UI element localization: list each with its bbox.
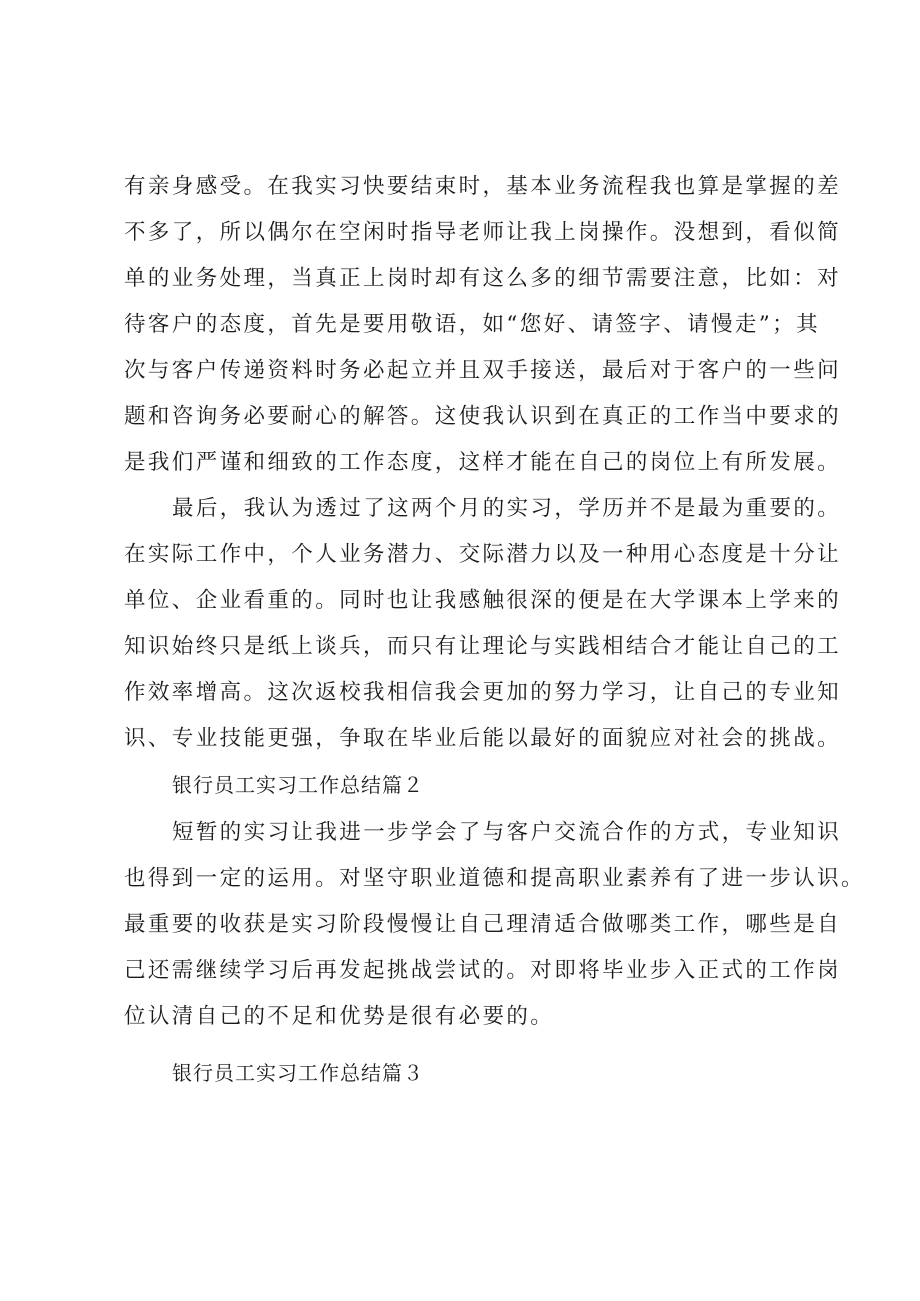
paragraph-3-line-5: 位认清自己的不足和优势是很有必要的。 bbox=[124, 1004, 555, 1029]
paragraph-3-line-3: 最重要的收获是实习阶段慢慢让自己理清适合做哪类工作，哪些是自 bbox=[124, 912, 842, 937]
paragraph-1-line-6: 题和咨询务必要耐心的解答。这使我认识到在真正的工作当中要求的 bbox=[124, 404, 842, 429]
paragraph-1-line-3: 单的业务处理，当真正上岗时却有这么多的细节需要注意，比如：对 bbox=[124, 266, 842, 291]
paragraph-3-line-1: 短暂的实习让我进一步学会了与客户交流合作的方式，专业知识 bbox=[172, 820, 842, 845]
paragraph-2-line-3: 单位、企业看重的。同时也让我感触很深的便是在大学课本上学来的 bbox=[124, 588, 842, 613]
section-heading-2: 银行员工实习工作总结篇２ bbox=[172, 773, 424, 797]
paragraph-3-line-2: 也得到一定的运用。对坚守职业道德和提高职业素养有了进一步认识。 bbox=[124, 866, 865, 891]
paragraph-1-line-2: 不多了，所以偶尔在空闲时指导老师让我上岗操作。没想到，看似简 bbox=[124, 220, 842, 245]
paragraph-3-line-4: 己还需继续学习后再发起挑战尝试的。对即将毕业步入正式的工作岗 bbox=[124, 958, 842, 983]
paragraph-1-line-1: 有亲身感受。在我实习快要结束时，基本业务流程我也算是掌握的差 bbox=[124, 174, 842, 199]
paragraph-1-line-7: 是我们严谨和细致的工作态度，这样才能在自己的岗位上有所发展。 bbox=[124, 450, 842, 475]
paragraph-2-line-6: 识、专业技能更强，争取在毕业后能以最好的面貌应对社会的挑战。 bbox=[124, 726, 842, 751]
paragraph-2-line-1: 最后，我认为透过了这两个月的实习，学历并不是最为重要的。 bbox=[172, 496, 842, 521]
paragraph-1-line-4: 待客户的态度，首先是要用敬语，如“您好、请签字、请慢走”；其 bbox=[124, 312, 820, 337]
section-heading-3: 银行员工实习工作总结篇３ bbox=[172, 1061, 424, 1085]
paragraph-1-line-5: 次与客户传递资料时务必起立并且双手接送，最后对于客户的一些问 bbox=[124, 358, 842, 383]
paragraph-2-line-5: 作效率增高。这次返校我相信我会更加的努力学习，让自己的专业知 bbox=[124, 680, 842, 705]
paragraph-2-line-2: 在实际工作中，个人业务潜力、交际潜力以及一种用心态度是十分让 bbox=[124, 542, 842, 567]
paragraph-2-line-4: 知识始终只是纸上谈兵，而只有让理论与实践相结合才能让自己的工 bbox=[124, 634, 842, 659]
